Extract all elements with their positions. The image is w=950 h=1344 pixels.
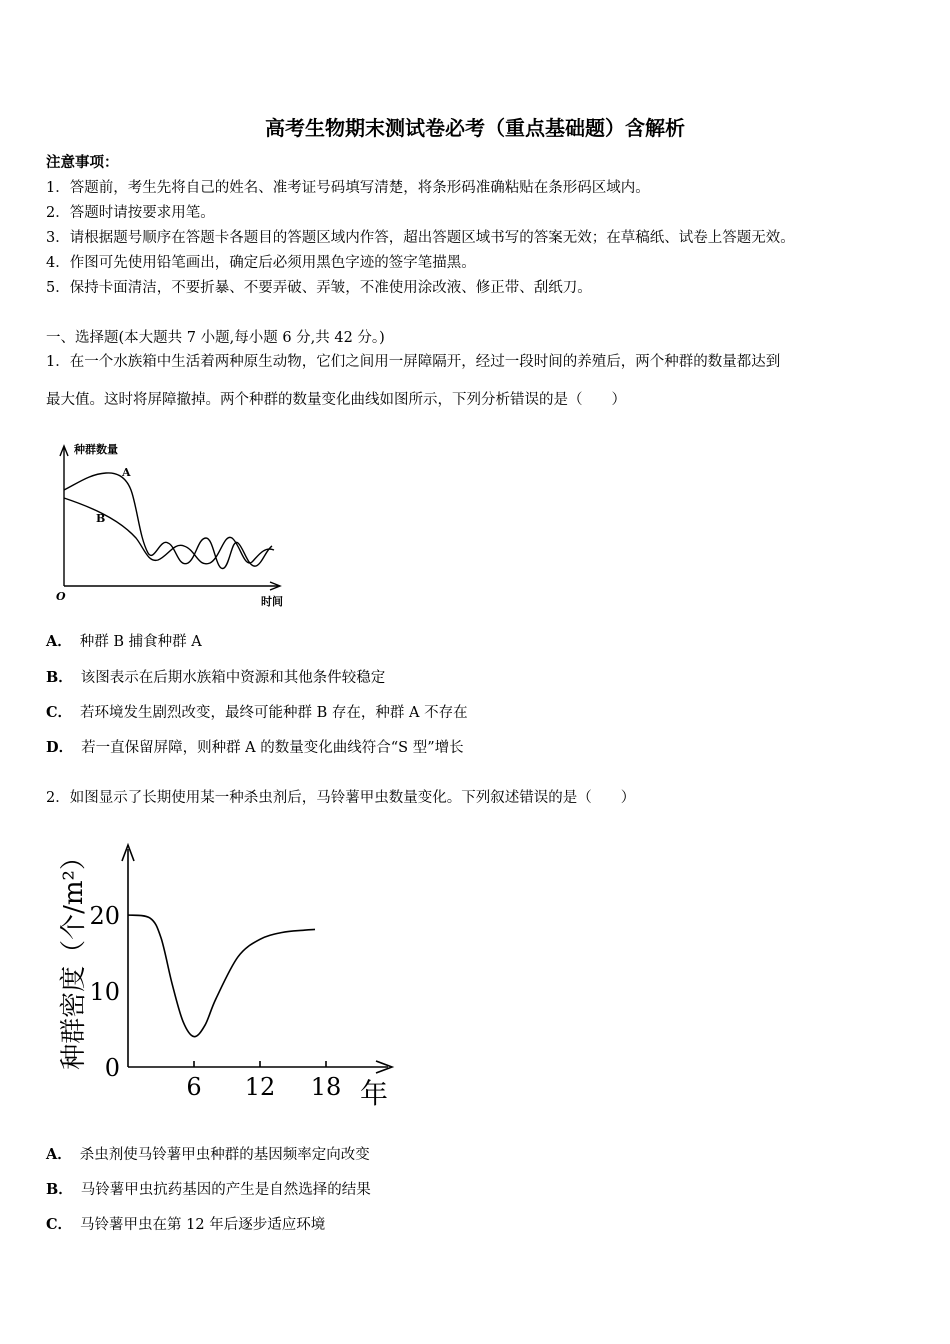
notice-item: 4．作图可先使用铅笔画出，确定后必须用黑色字迹的签字笔描黑。 bbox=[46, 255, 476, 271]
option-key: B． bbox=[46, 669, 73, 686]
question-1-stem: 最大值。这时将屏障撤掉。两个种群的数量变化曲线如图所示，下列分析错误的是（ ） bbox=[46, 392, 626, 408]
option-text: 马铃薯甲虫在第 12 年后逐步适应环境 bbox=[80, 1217, 326, 1233]
question-1-stem: 1．在一个水族箱中生活着两种原生动物，它们之间用一屏障隔开，经过一段时间的养殖后，两个种群的数量都达到 bbox=[46, 354, 781, 370]
chart-2-series-curve bbox=[128, 915, 315, 1037]
chart-1-origin: O bbox=[56, 590, 66, 603]
chart-2-ytick-label: 10 bbox=[89, 978, 120, 1006]
chart-1-xlabel: 时间 bbox=[261, 595, 283, 608]
chart-2-population-density bbox=[48, 835, 408, 1115]
chart-1-axes bbox=[60, 446, 280, 590]
notice-item: 3．请根据题号顺序在答题卡各题目的答题区域内作答，超出答题区域书写的答案无效；在草稿纸、试卷上答题无效。 bbox=[46, 230, 795, 246]
option-text: 若环境发生剧烈改变，最终可能种群 B 存在，种群 A 不存在 bbox=[80, 705, 468, 721]
chart-2-xlabel: 年 bbox=[360, 1077, 389, 1110]
q1-option-b bbox=[46, 668, 385, 688]
question-2-stem: 2．如图显示了长期使用某一种杀虫剂后，马铃薯甲虫数量变化。下列叙述错误的是（ ） bbox=[46, 790, 636, 806]
q1-option-a bbox=[46, 632, 202, 652]
page-title: 高考生物期末测试卷必考（重点基础题）含解析 bbox=[265, 116, 685, 140]
q1-option-c bbox=[46, 703, 468, 723]
option-text: 种群 B 捕食种群 A bbox=[79, 634, 202, 650]
chart-1-ylabel: 种群数量 bbox=[74, 443, 118, 456]
q2-option-c bbox=[46, 1215, 325, 1235]
option-key: A． bbox=[46, 633, 72, 650]
chart-2-xtick-label: 18 bbox=[310, 1073, 342, 1101]
option-text: 马铃薯甲虫抗药基因的产生是自然选择的结果 bbox=[80, 1182, 371, 1198]
chart-2-xtick-label: 12 bbox=[244, 1073, 276, 1101]
chart-1-series-B-label: B bbox=[96, 512, 106, 525]
option-key: C． bbox=[46, 704, 73, 721]
chart-2-ylabel: 种群密度（个/m²） bbox=[59, 844, 89, 1070]
option-text: 若一直保留屏障，则种群 A 的数量变化曲线符合“S 型”增长 bbox=[81, 740, 464, 756]
option-text: 杀虫剂使马铃薯甲虫种群的基因频率定向改变 bbox=[79, 1147, 370, 1163]
chart-1-series-B-curve bbox=[64, 498, 274, 564]
q2-option-b bbox=[46, 1180, 371, 1200]
chart-1-population bbox=[48, 438, 308, 613]
option-key: D． bbox=[46, 739, 74, 756]
chart-2-xtick-label: 6 bbox=[186, 1073, 202, 1101]
section-heading: 一、选择题(本大题共 7 小题,每小题 6 分,共 42 分。) bbox=[46, 330, 385, 346]
q2-option-a bbox=[46, 1145, 370, 1165]
option-key: B． bbox=[46, 1181, 73, 1198]
q1-option-d bbox=[46, 738, 464, 758]
notice-item: 2．答题时请按要求用笔。 bbox=[46, 205, 215, 221]
option-key: C． bbox=[46, 1216, 73, 1233]
notice-heading: 注意事项： bbox=[46, 154, 119, 171]
notice-item: 1．答题前，考生先将自己的姓名、准考证号码填写清楚，将条形码准确粘贴在条形码区域内。 bbox=[46, 180, 650, 196]
chart-2-ytick-label: 20 bbox=[89, 902, 120, 930]
chart-1-series-A-label: A bbox=[122, 466, 131, 479]
option-key: A． bbox=[46, 1146, 72, 1163]
chart-2-ytick-label: 0 bbox=[104, 1054, 120, 1082]
notice-item: 5．保持卡面清洁，不要折暴、不要弄破、弄皱，不准使用涂改液、修正带、刮纸刀。 bbox=[46, 280, 592, 296]
chart-2-axes bbox=[122, 845, 392, 1073]
option-text: 该图表示在后期水族箱中资源和其他条件较稳定 bbox=[80, 670, 386, 686]
